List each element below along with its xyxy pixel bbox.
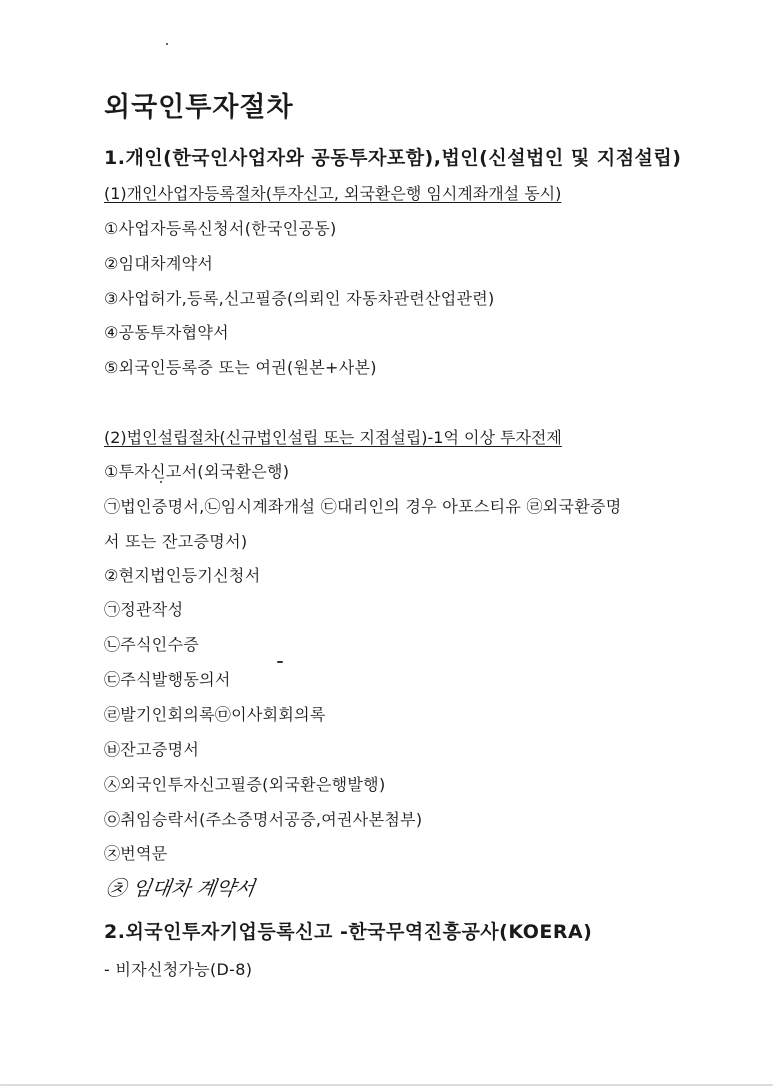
list-item: ㉨번역문 <box>104 844 168 863</box>
list-item: ①사업자등록신청서(한국인공동) <box>104 219 337 238</box>
list-item: ③사업허가,등록,신고필증(의뢰인 자동차관련산업관련) <box>104 289 495 308</box>
list-item: ㉦외국인투자신고필증(외국환은행발행) <box>104 775 386 794</box>
handwritten-note: ㉩ 임대차 계약서 <box>104 876 257 900</box>
list-item: ㉠법인증명서,㉡임시계좌개설 ㉢대리인의 경우 아포스티유 ㉣외국환증명 <box>104 497 622 516</box>
scan-edge <box>0 1084 773 1086</box>
list-item: ㉡주식인수증 <box>104 635 200 654</box>
scan-speck <box>166 43 168 45</box>
list-item: ④공동투자협약서 <box>104 323 229 342</box>
list-item: 서 또는 잔고증명서) <box>104 532 248 551</box>
list-item: ㉠정관작성 <box>104 600 184 619</box>
section-2-heading: 2.외국인투자기업등록신고 -한국무역진흥공사(KOERA) <box>104 921 593 943</box>
section-1-2-heading: (2)법인설립절차(신규법인설립 또는 지점설립)-1억 이상 투자전제 <box>104 428 562 447</box>
section-1-1-heading: (1)개인사업자등록절차(투자신고, 외국환은행 임시계좌개설 동시) <box>104 184 562 203</box>
list-item: ①투자신고서(외국환은행) <box>104 462 290 481</box>
scan-speck <box>160 481 162 483</box>
document-title: 외국인투자절차 <box>104 92 294 123</box>
list-item: - 비자신청가능(D-8) <box>104 960 253 979</box>
list-item: ㉥잔고증명서 <box>104 740 200 759</box>
list-item: ㉣발기인회의록㉤이사회회의록 <box>104 705 326 724</box>
section-1-heading: 1.개인(한국인사업자와 공동투자포함),법인(신설법인 및 지점설립) <box>104 147 682 169</box>
list-item: ⑤외국인등록증 또는 여권(원본+사본) <box>104 358 377 377</box>
list-item: ②임대차계약서 <box>104 254 214 273</box>
list-item: ②현지법인등기신청서 <box>104 566 261 585</box>
scan-speck <box>277 661 283 663</box>
list-item: ㉧취임승락서(주소증명서공증,여권사본첨부) <box>104 810 423 829</box>
list-item: ㉢주식발행동의서 <box>104 670 231 689</box>
